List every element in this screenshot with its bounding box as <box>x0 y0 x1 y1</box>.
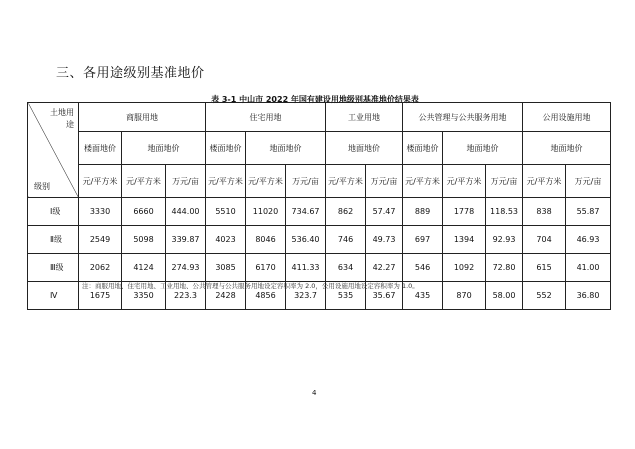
price-cell: 2549 <box>79 226 122 254</box>
price-cell: 862 <box>326 198 366 226</box>
price-cell: 57.47 <box>366 198 403 226</box>
corner-top-label: 土地用途 <box>50 108 74 129</box>
price-cell: 5510 <box>206 198 246 226</box>
unit-sqm: 元/平方米 <box>206 165 246 198</box>
subheader-land-price: 地面地价 <box>326 132 403 165</box>
unit-sqm: 元/平方米 <box>403 165 443 198</box>
price-cell: 615 <box>523 254 566 282</box>
level-cell: Ⅲ级 <box>28 254 79 282</box>
price-cell: 5098 <box>122 226 166 254</box>
corner-bottom-label: 级别 <box>34 182 50 191</box>
price-cell: 58.00 <box>486 282 523 310</box>
table-container <box>27 102 610 300</box>
price-cell: 1675 <box>79 282 122 310</box>
level-cell: Ⅳ <box>28 282 79 310</box>
use-header-commercial: 商服用地 <box>79 103 206 132</box>
price-cell: 46.93 <box>566 226 611 254</box>
price-cell: 734.67 <box>286 198 326 226</box>
use-header-residential: 住宅用地 <box>206 103 326 132</box>
table-row <box>28 198 611 226</box>
section-heading: 三、各用途级别基准地价 <box>56 66 205 81</box>
subheader-land-price: 地面地价 <box>246 132 326 165</box>
subheader-land-price: 地面地价 <box>443 132 523 165</box>
table-body <box>28 198 611 310</box>
price-cell: 274.93 <box>166 254 206 282</box>
price-cell: 746 <box>326 226 366 254</box>
price-cell: 2428 <box>206 282 246 310</box>
use-header-industrial: 工业用地 <box>326 103 403 132</box>
price-cell: 870 <box>443 282 486 310</box>
price-cell: 697 <box>403 226 443 254</box>
unit-mu: 万元/亩 <box>166 165 206 198</box>
price-cell: 223.3 <box>166 282 206 310</box>
subheader-floor-price: 楼面地价 <box>403 132 443 165</box>
price-cell: 323.7 <box>286 282 326 310</box>
price-cell: 49.73 <box>366 226 403 254</box>
price-cell: 4023 <box>206 226 246 254</box>
price-cell: 444.00 <box>166 198 206 226</box>
price-cell: 889 <box>403 198 443 226</box>
price-cell: 546 <box>403 254 443 282</box>
subheader-land-price: 地面地价 <box>523 132 611 165</box>
table-row <box>28 226 611 254</box>
price-cell: 4856 <box>246 282 286 310</box>
table-note: 注：商服用地、住宅用地、工业用地、公共管理与公共服务用地设定容积率为 2.0，公用设施用地设定容积率为 1.0。 <box>82 282 419 290</box>
unit-mu: 万元/亩 <box>366 165 403 198</box>
price-cell: 4124 <box>122 254 166 282</box>
price-cell: 55.87 <box>566 198 611 226</box>
price-cell: 41.00 <box>566 254 611 282</box>
price-cell: 1092 <box>443 254 486 282</box>
price-cell: 92.93 <box>486 226 523 254</box>
unit-mu: 万元/亩 <box>566 165 611 198</box>
price-cell: 2062 <box>79 254 122 282</box>
price-cell: 838 <box>523 198 566 226</box>
unit-mu: 万元/亩 <box>486 165 523 198</box>
level-cell: Ⅱ级 <box>28 226 79 254</box>
table-row <box>28 254 611 282</box>
price-cell: 435 <box>403 282 443 310</box>
price-cell: 552 <box>523 282 566 310</box>
corner-header <box>28 103 79 198</box>
price-cell: 11020 <box>246 198 286 226</box>
price-cell: 36.80 <box>566 282 611 310</box>
subheader-floor-price: 楼面地价 <box>206 132 246 165</box>
price-cell: 339.87 <box>166 226 206 254</box>
price-cell: 411.33 <box>286 254 326 282</box>
price-cell: 1394 <box>443 226 486 254</box>
price-cell: 3330 <box>79 198 122 226</box>
table-caption: 表 3-1 中山市 2022 年国有建设用地级别基准地价结果表 <box>211 95 419 104</box>
price-cell: 536.40 <box>286 226 326 254</box>
page-number: 4 <box>312 389 317 397</box>
land-price-table <box>27 102 611 310</box>
price-cell: 8046 <box>246 226 286 254</box>
subheader-land-price: 地面地价 <box>122 132 206 165</box>
price-cell: 72.80 <box>486 254 523 282</box>
price-cell: 118.53 <box>486 198 523 226</box>
price-cell: 6170 <box>246 254 286 282</box>
unit-sqm: 元/平方米 <box>122 165 166 198</box>
unit-sqm: 元/平方米 <box>246 165 286 198</box>
price-cell: 3350 <box>122 282 166 310</box>
price-cell: 704 <box>523 226 566 254</box>
level-cell: Ⅰ级 <box>28 198 79 226</box>
unit-sqm: 元/平方米 <box>79 165 122 198</box>
price-cell: 3085 <box>206 254 246 282</box>
price-cell: 634 <box>326 254 366 282</box>
price-cell: 35.67 <box>366 282 403 310</box>
unit-sqm: 元/平方米 <box>326 165 366 198</box>
subheader-floor-price: 楼面地价 <box>79 132 122 165</box>
price-cell: 1778 <box>443 198 486 226</box>
price-cell: 535 <box>326 282 366 310</box>
unit-mu: 万元/亩 <box>286 165 326 198</box>
price-cell: 6660 <box>122 198 166 226</box>
unit-sqm: 元/平方米 <box>443 165 486 198</box>
price-cell: 42.27 <box>366 254 403 282</box>
unit-sqm: 元/平方米 <box>523 165 566 198</box>
use-header-utilities: 公用设施用地 <box>523 103 611 132</box>
use-header-public-service: 公共管理与公共服务用地 <box>403 103 523 132</box>
